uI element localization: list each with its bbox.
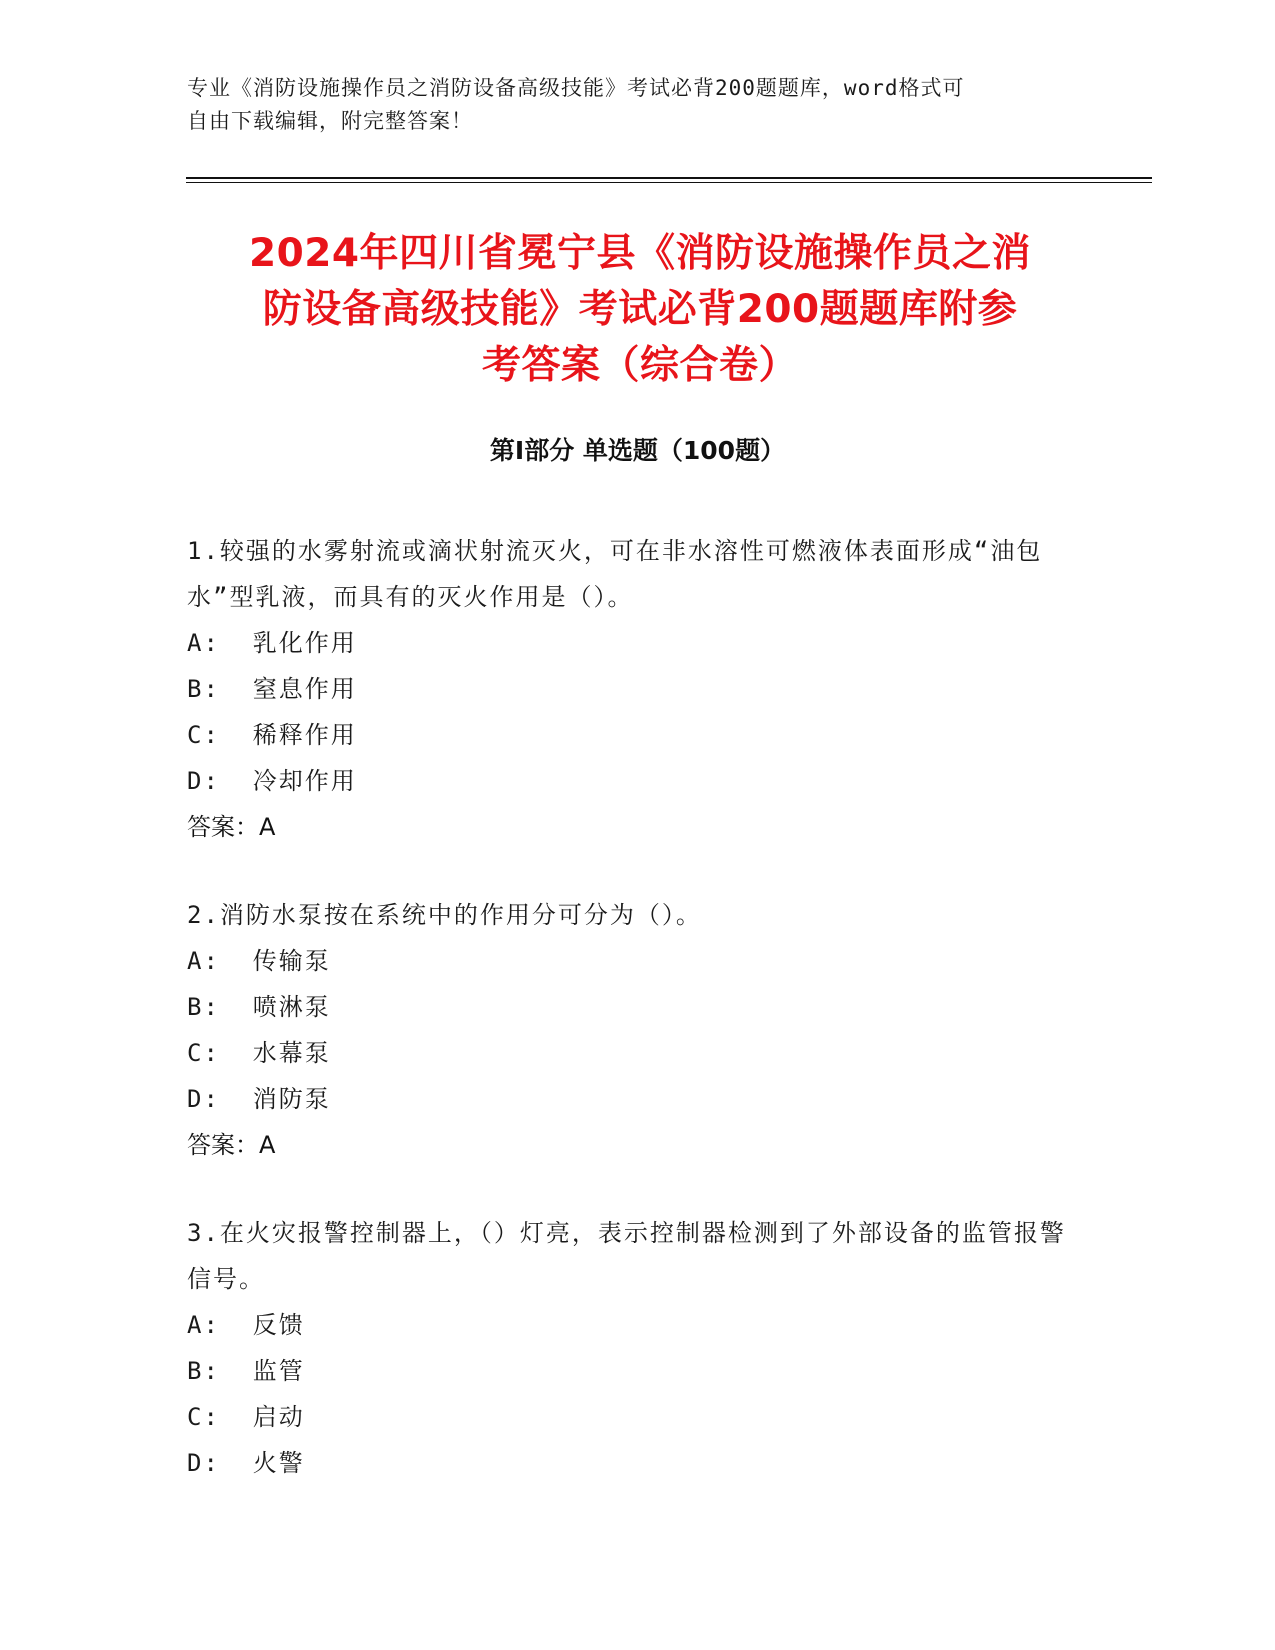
option-c: C: 稀释作用	[187, 721, 357, 749]
section-heading: 第Ⅰ部分 单选题（100题）	[489, 436, 786, 465]
question-list	[187, 528, 1067, 1528]
question-item	[187, 1210, 1067, 1486]
option-b: B: 监管	[187, 1357, 305, 1385]
question-item	[187, 528, 1067, 850]
header-note	[187, 72, 1067, 138]
answer-line: 答案：A	[187, 813, 276, 841]
option-d: D: 火警	[187, 1449, 305, 1477]
option-a: A: 反馈	[187, 1311, 305, 1339]
header-note-line-1: 专业《消防设施操作员之消防设备高级技能》考试必背200题题库，word格式可	[187, 76, 965, 100]
option-d: D: 冷却作用	[187, 767, 357, 795]
document-title	[160, 226, 1120, 394]
question-text: 3.在火灾报警控制器上，（）灯亮，表示控制器检测到了外部设备的监管报警信号。	[187, 1219, 1066, 1293]
header-divider-thick	[186, 177, 1152, 179]
header-note-line-2: 自由下载编辑，附完整答案！	[187, 109, 473, 133]
option-b: B: 喷淋泵	[187, 993, 331, 1021]
option-a: A: 传输泵	[187, 947, 331, 975]
question-item	[187, 892, 1067, 1168]
header-divider-thin	[186, 182, 1152, 183]
title-line-3: 考答案（综合卷）	[481, 343, 798, 388]
title-line-2: 防设备高级技能》考试必背200题题库附参	[262, 287, 1018, 332]
option-b: B: 窒息作用	[187, 675, 357, 703]
question-text: 1.较强的水雾射流或滴状射流灭火，可在非水溶性可燃液体表面形成“油包水”型乳液，而具有的灭火作用是（）。	[187, 537, 1043, 611]
title-line-1: 2024年四川省冕宁县《消防设施操作员之消	[248, 231, 1032, 276]
question-text: 2.消防水泵按在系统中的作用分可分为（）。	[187, 901, 702, 929]
option-a: A: 乳化作用	[187, 629, 357, 657]
option-c: C: 水幕泵	[187, 1039, 331, 1067]
option-c: C: 启动	[187, 1403, 305, 1431]
answer-line: 答案：A	[187, 1131, 276, 1159]
option-d: D: 消防泵	[187, 1085, 331, 1113]
